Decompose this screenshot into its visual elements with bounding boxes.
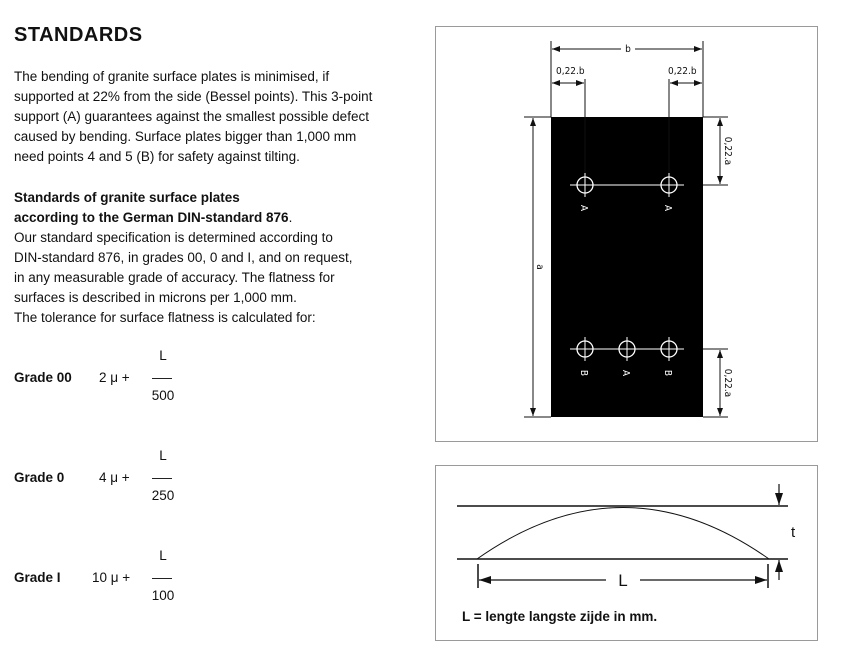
intro-line: The bending of granite surface plates is minimised, if xyxy=(14,69,330,84)
grade-denominator: 500 xyxy=(151,388,175,403)
point-label-A: A xyxy=(620,369,631,377)
section-body-line: in any measurable grade of accuracy. The flatness for xyxy=(14,270,335,285)
grade-denominator: 250 xyxy=(151,488,175,503)
grade-row-I xyxy=(14,548,214,608)
section-body-line: DIN-standard 876, in grades 00, 0 and I, and on request, xyxy=(14,250,353,265)
section-heading-line2 xyxy=(14,208,292,228)
grade-base: 4 μ + xyxy=(99,470,130,485)
fraction-bar xyxy=(152,578,172,579)
deflection-curve xyxy=(477,508,769,560)
grade-numerator: L xyxy=(159,448,167,463)
label-022b-left: 0,22.b xyxy=(556,66,585,77)
section-body-line: Our standard specification is determined according to xyxy=(14,230,333,245)
grade-base: 2 μ + xyxy=(99,370,130,385)
section-body xyxy=(14,228,404,328)
grade-base: 10 μ + xyxy=(92,570,131,585)
grade-denominator: 100 xyxy=(151,588,175,603)
intro-line: supported at 22% from the side (Bessel points). This 3-point xyxy=(14,89,373,104)
bessel-points-diagram xyxy=(435,26,818,442)
flatness-caption: L = lengte langste zijde in mm. xyxy=(462,609,658,624)
point-label-B: B xyxy=(662,369,673,377)
section-heading-line2-bold: according to the German DIN-standard 876 xyxy=(14,210,289,225)
grade-numerator: L xyxy=(159,548,167,563)
label-b: b xyxy=(625,44,631,55)
grade-name: Grade I xyxy=(14,570,61,585)
grade-numerator: L xyxy=(159,348,167,363)
point-label-A: A xyxy=(662,204,673,212)
section-heading xyxy=(14,188,292,228)
label-a: a xyxy=(534,264,545,270)
grade-row-0 xyxy=(14,448,214,508)
intro-paragraph xyxy=(14,67,404,167)
label-L: L xyxy=(618,571,628,590)
fraction-bar xyxy=(152,378,172,379)
section-body-line: surfaces is described in microns per 1,000 mm. xyxy=(14,290,297,305)
section-heading-line2-tail: . xyxy=(288,210,293,225)
label-022a-bottom: 0,22.a xyxy=(722,368,733,398)
fraction-bar xyxy=(152,478,172,479)
bessel-diagram-svg xyxy=(436,27,819,443)
grade-row-00 xyxy=(14,348,214,408)
grade-name: Grade 0 xyxy=(14,470,65,485)
intro-line: need points 4 and 5 (B) for safety against tilting. xyxy=(14,149,300,164)
grade-name: Grade 00 xyxy=(14,370,72,385)
label-t: t xyxy=(791,524,796,541)
page-title: STANDARDS xyxy=(14,24,143,46)
intro-line: support (A) guarantees against the smallest possible defect xyxy=(14,109,369,124)
point-label-A: A xyxy=(578,204,589,212)
section-heading-line1: Standards of granite surface plates xyxy=(14,190,240,205)
label-022a-top: 0,22.a xyxy=(722,136,733,166)
section-body-line: The tolerance for surface flatness is calculated for: xyxy=(14,310,316,325)
intro-line: caused by bending. Surface plates bigger than 1,000 mm xyxy=(14,129,357,144)
point-label-B: B xyxy=(578,369,589,377)
flatness-diagram xyxy=(435,465,818,641)
label-022b-right: 0,22.b xyxy=(668,66,697,77)
